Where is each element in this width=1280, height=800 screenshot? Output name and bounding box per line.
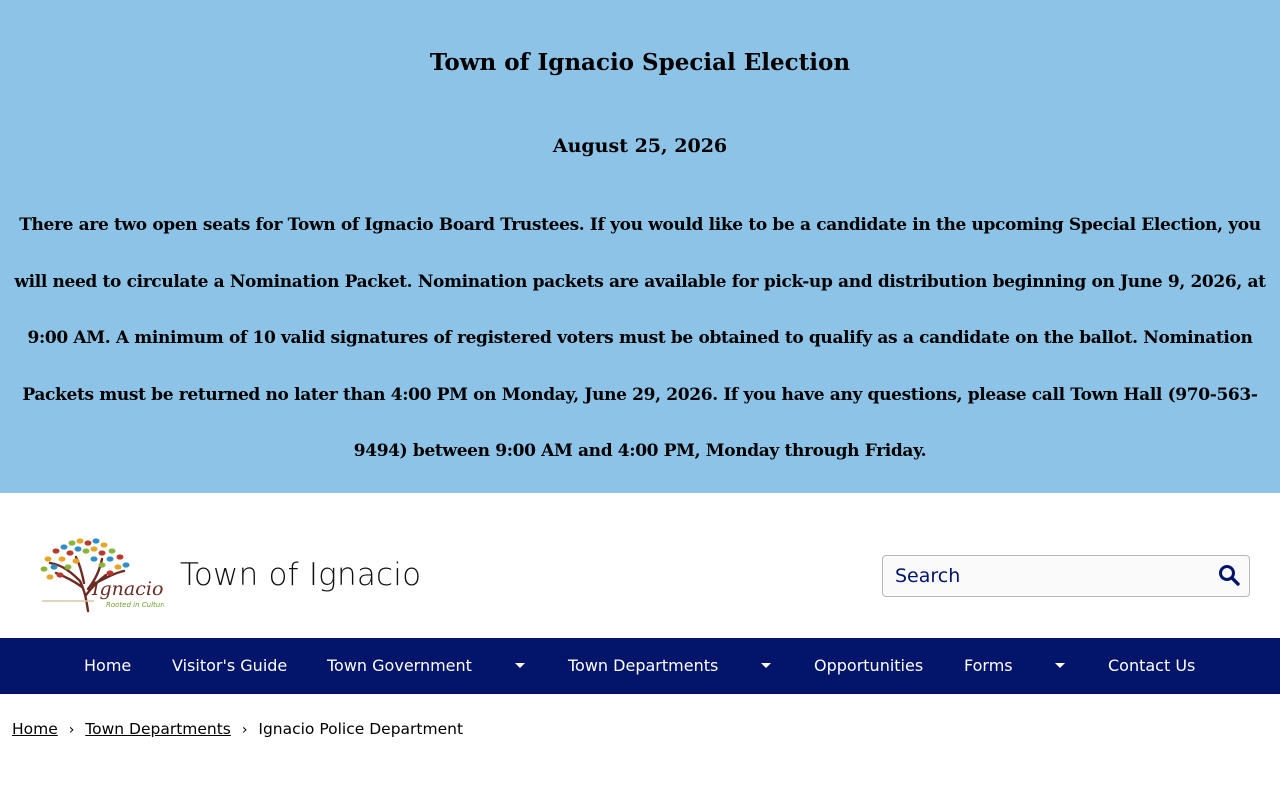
tree-logo-icon	[36, 537, 164, 613]
breadcrumb-separator: ›	[68, 722, 75, 738]
nav-item-town-government[interactable]: Town Government	[327, 656, 472, 675]
site-header	[0, 493, 1280, 638]
breadcrumb-town-departments-link[interactable]: Town Departments	[85, 720, 231, 738]
alert-title: Town of Ignacio Special Election	[429, 49, 851, 76]
town-departments-dropdown-icon[interactable]	[761, 663, 771, 668]
logo-tagline: Rooted in Culture	[106, 601, 164, 609]
search-button[interactable]	[1215, 563, 1243, 589]
nav-item-visitors-guide[interactable]: Visitor's Guide	[172, 656, 288, 675]
nav-item-home[interactable]: Home	[84, 656, 132, 675]
search-input[interactable]	[883, 556, 1203, 596]
site-logo[interactable]	[36, 537, 164, 613]
breadcrumb-current: Ignacio Police Department	[258, 720, 464, 738]
main-nav	[0, 638, 1280, 694]
nav-item-opportunities[interactable]: Opportunities	[814, 656, 924, 675]
forms-dropdown-icon[interactable]	[1055, 663, 1065, 668]
nav-item-forms[interactable]: Forms	[964, 656, 1013, 675]
nav-item-town-departments[interactable]: Town Departments	[568, 656, 719, 675]
breadcrumb-separator: ›	[241, 722, 248, 738]
breadcrumb	[12, 718, 463, 740]
town-government-dropdown-icon[interactable]	[515, 663, 525, 668]
alert-body: There are two open seats for Town of Ignacio Board Trustees. If you would like to be a candidate in the upcoming Special Election, you will need to circulate a Nomination Packet. Nomination packets are available for pick-up and distribution beginning on June 9, 2026, at 9:00 AM. A minimum of 10 valid signatures of registered voters must be obtained to qualify as a candidate on the ballot. Nomination Packets must be returned no later than 4:00 PM on Monday, June 29, 2026. If you have any questions, please call Town Hall (970-563-9494) between 9:00 AM and 4:00 PM, Monday through Friday.	[14, 215, 1266, 461]
alert-date: August 25, 2026	[552, 135, 728, 157]
site-name[interactable]: Town of Ignacio	[180, 557, 422, 593]
nav-item-contact-us[interactable]: Contact Us	[1108, 656, 1196, 675]
logo-wordmark: Ignacio	[92, 578, 164, 600]
search-icon	[1217, 563, 1241, 587]
search-form	[882, 555, 1250, 597]
breadcrumb-home-link[interactable]: Home	[12, 720, 58, 738]
